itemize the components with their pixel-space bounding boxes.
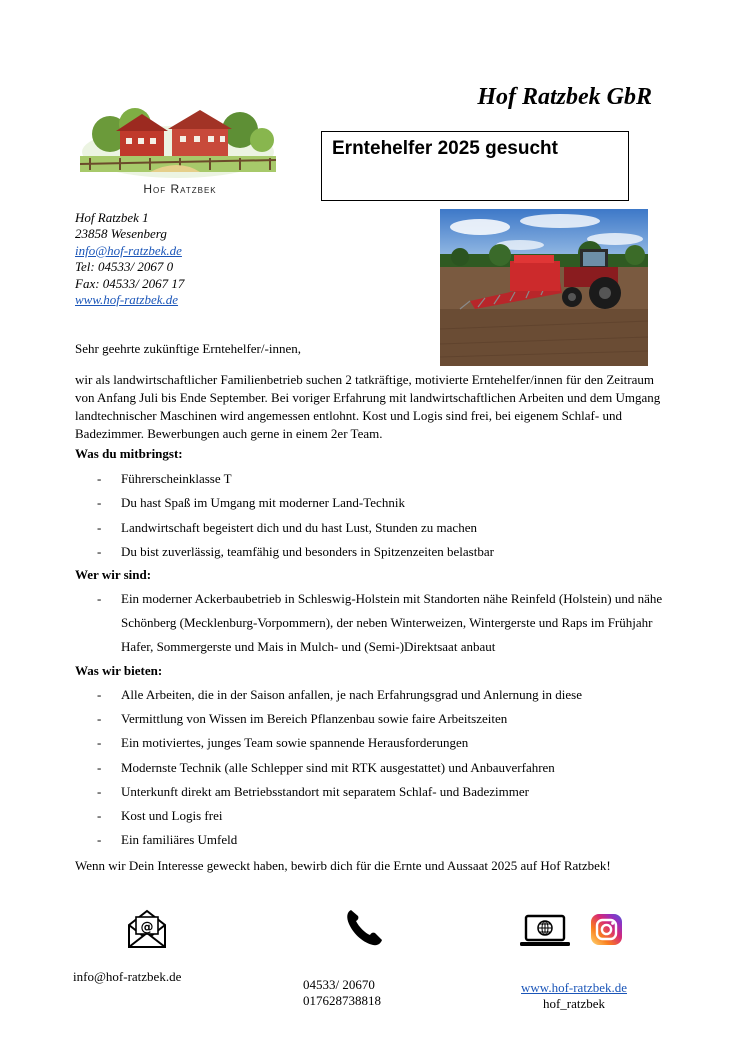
footer-web-link[interactable]: www.hof-ratzbek.de xyxy=(521,980,627,995)
list-item: - Führerscheinklasse T xyxy=(75,467,665,491)
address-tel: Tel: 04533/ 2067 0 xyxy=(75,259,174,275)
list-item: - Ein familiäres Umfeld xyxy=(75,828,665,852)
address-web-link[interactable]: www.hof-ratzbek.de xyxy=(75,292,179,308)
address-fax: Fax: 04533/ 2067 17 xyxy=(75,275,185,291)
footer-phone-mobile[interactable]: 017628738818 xyxy=(303,993,381,1008)
phone-icon xyxy=(345,907,383,947)
section-heading-requirements: Was du mitbringst: xyxy=(75,446,183,461)
page-title: Erntehelfer 2025 gesucht xyxy=(332,138,558,159)
section-heading-about: Wer wir sind: xyxy=(75,567,152,582)
footer-email[interactable]: info@hof-ratzbek.de xyxy=(73,969,182,984)
about-list xyxy=(75,587,665,659)
list-item: - Ein moderner Ackerbaubetrieb in Schleswig-Holstein mit Standorten nähe Reinfeld (Holstein) und nähe Schönberg (Mecklenburg-Vorpommern), der neben Winterweizen, Wintergerste und Raps im Frühjahr Hafer, Sommergerste und Mais in Mulch- und (Semi-)Direktsaat anbaut xyxy=(75,587,665,659)
section-heading-offer: Was wir bieten: xyxy=(75,663,163,678)
intro-paragraph: wir als landwirtschaftlicher Familienbetrieb suchen 2 tatkräftige, motivierte Erntehelfer/innen für den Zeitraum von Anfang Juli bis Ende September. Bei voriger Erfahrung mit landwirtschaftlichen Arbeiten und dem Umgang landtechnischer Maschinen wird angemessen entlohnt. Kost und Logis sind frei, bei eigenem Schlaf- und Badezimmer. Bewerbungen auch gerne in einem 2er Team. xyxy=(75,372,661,441)
address-street: Hof Ratzbek 1 xyxy=(75,210,149,225)
salutation: Sehr geehrte zukünftige Erntehelfer/-innen, xyxy=(75,341,301,356)
list-item: - Modernste Technik (alle Schlepper sind mit RTK ausgestattet) und Anbauverfahren xyxy=(75,756,665,780)
footer-web-block xyxy=(515,980,633,1012)
address-city: 23858 Wesenberg xyxy=(75,226,167,242)
laptop-web-icon xyxy=(519,914,571,948)
address-block xyxy=(75,210,184,308)
offer-list xyxy=(75,683,665,852)
list-item: - Ein motiviertes, junges Team sowie spannende Herausforderungen xyxy=(75,731,665,755)
title-box xyxy=(321,131,629,201)
list-item: - Kost und Logis frei xyxy=(75,804,665,828)
footer-instagram-handle[interactable]: hof_ratzbek xyxy=(542,996,606,1011)
list-item: - Vermittlung von Wissen im Bereich Pflanzenbau sowie faire Arbeitszeiten xyxy=(75,707,665,731)
instagram-icon xyxy=(590,913,623,946)
list-item: - Alle Arbeiten, die in der Saison anfallen, je nach Erfahrungsgrad und Anlernung in diese xyxy=(75,683,665,707)
requirements-list xyxy=(75,467,665,564)
email-icon xyxy=(127,907,167,949)
list-item: - Du bist zuverlässig, teamfähig und besonders in Spitzenzeiten belastbar xyxy=(75,540,665,564)
footer-phones xyxy=(303,977,381,1009)
list-item: - Landwirtschaft begeistert dich und du hast Lust, Stunden zu machen xyxy=(75,516,665,540)
tractor-photo xyxy=(440,209,648,366)
farm-logo xyxy=(80,100,276,180)
list-item: - Du hast Spaß im Umgang mit moderner Land-Technik xyxy=(75,491,665,515)
list-item: - Unterkunft direkt am Betriebsstandort mit separatem Schlaf- und Badezimmer xyxy=(75,780,665,804)
svg-text:@: @ xyxy=(140,920,154,935)
address-email-link[interactable]: info@hof-ratzbek.de xyxy=(75,242,182,258)
logo-caption: Hof Ratzbek xyxy=(143,182,217,196)
footer-phone-landline[interactable]: 04533/ 20670 xyxy=(303,977,375,992)
closing-paragraph: Wenn wir Dein Interesse geweckt haben, bewirb dich für die Ernte und Aussaat 2025 auf Hof Ratzbek! xyxy=(75,858,611,873)
company-name: Hof Ratzbek GbR xyxy=(477,84,652,110)
